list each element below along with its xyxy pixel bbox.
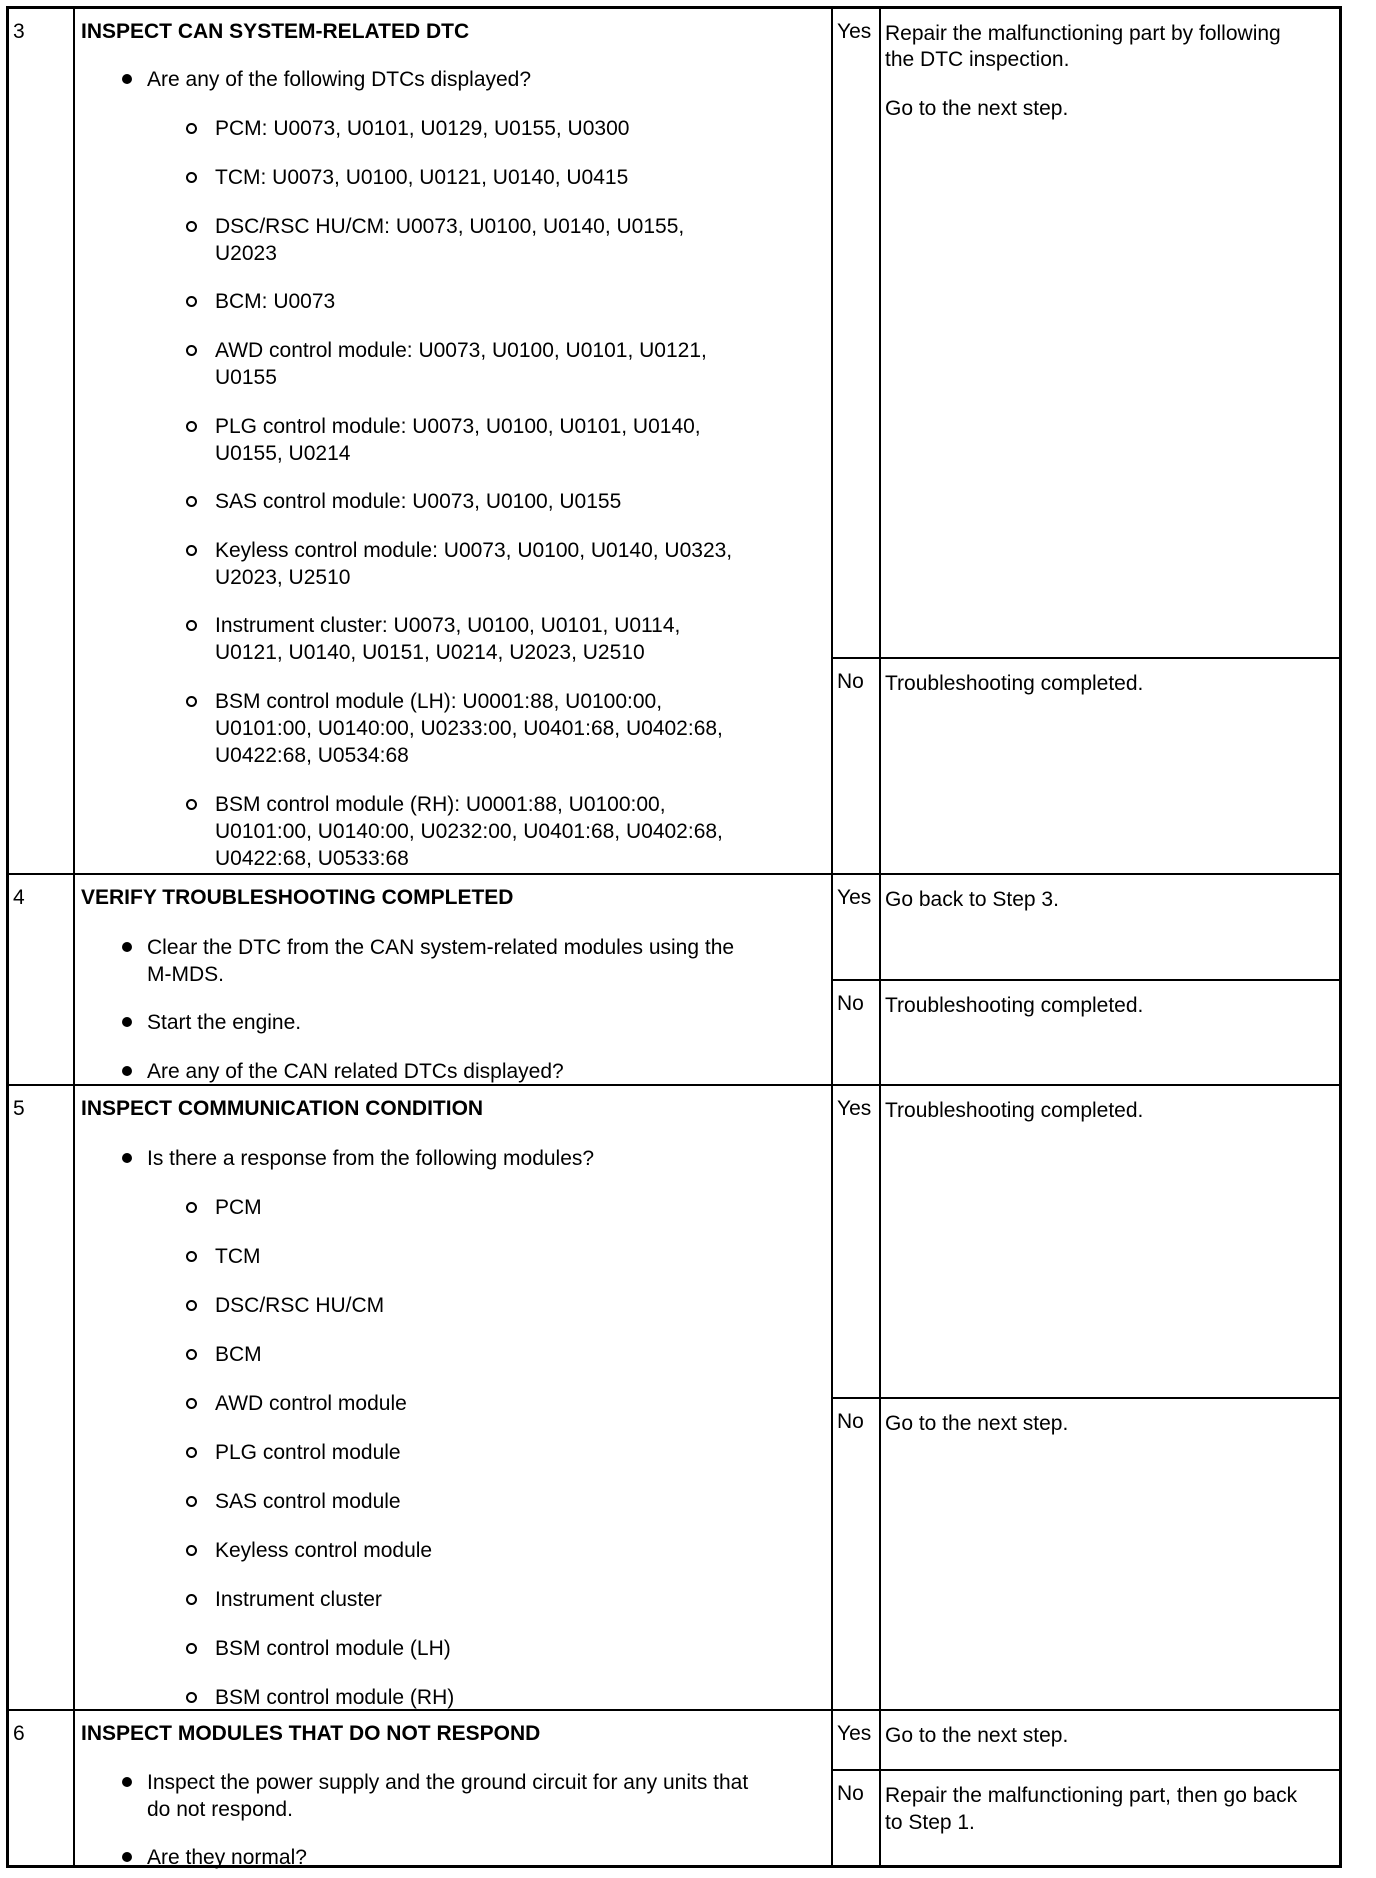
yes-no-divider [831,657,1339,659]
action-bullet: Clear the DTC from the CAN system-related modules using the [147,936,735,959]
dtc-list-item-cont: U0101:00, U0140:00, U0232:00, U0401:68, U0402:68, [215,820,723,843]
dtc-list-item-cont: U2023, U2510 [215,566,351,589]
step-title: INSPECT CAN SYSTEM-RELATED DTC [81,20,470,43]
no-label: No [837,1410,864,1433]
dtc-list-item: BSM control module (RH): U0001:88, U0100:00, [215,793,666,816]
no-label: No [837,670,864,693]
action-bullet-cont: do not respond. [147,1798,293,1821]
yes-result: Troubleshooting completed. [885,1099,1144,1122]
dtc-list-item: Instrument cluster: U0073, U0100, U0101, U0114, [215,614,681,637]
row-divider [9,1709,1339,1711]
dtc-list-item-cont: U2023 [215,242,277,265]
action-bullet: Inspect the power supply and the ground circuit for any units that [147,1771,749,1794]
step-title: INSPECT COMMUNICATION CONDITION [81,1097,484,1120]
action-bullet-cont: M-MDS. [147,963,224,986]
step-title: INSPECT MODULES THAT DO NOT RESPOND [81,1722,541,1745]
module-list-item: PCM [215,1196,262,1219]
question-bullet: Are any of the CAN related DTCs displayed? [147,1060,564,1083]
yes-no-divider [831,979,1339,981]
module-list-item: Instrument cluster [215,1588,382,1611]
dtc-list-item: BCM: U0073 [215,290,336,313]
row-divider [9,873,1339,875]
question-bullet: Are they normal? [147,1846,307,1869]
dtc-list-item: BSM control module (LH): U0001:88, U0100:00, [215,690,663,713]
yes-label: Yes [837,1097,872,1120]
dtc-list-item-cont: U0155 [215,366,277,389]
troubleshooting-table [6,6,1342,1868]
dtc-list-item: DSC/RSC HU/CM: U0073, U0100, U0140, U0155, [215,215,685,238]
no-label: No [837,1782,864,1805]
no-result-line: to Step 1. [885,1811,975,1834]
dtc-list-item: TCM: U0073, U0100, U0121, U0140, U0415 [215,166,629,189]
dtc-list-item-cont: U0121, U0140, U0151, U0214, U2023, U2510 [215,641,645,664]
step-title: VERIFY TROUBLESHOOTING COMPLETED [81,886,514,909]
col-divider-result [879,9,881,1865]
col-divider-step [73,9,75,1865]
yes-result-line: Repair the malfunctioning part by following [885,22,1281,45]
dtc-list-item: SAS control module: U0073, U0100, U0155 [215,490,622,513]
module-list-item: BCM [215,1343,262,1366]
dtc-list-item-cont: U0155, U0214 [215,442,351,465]
yes-no-divider [831,1397,1339,1399]
step-number: 6 [13,1722,25,1745]
no-result: Troubleshooting completed. [885,994,1144,1017]
module-list-item: SAS control module [215,1490,401,1513]
module-list-item: BSM control module (RH) [215,1686,455,1709]
no-label: No [837,992,864,1015]
yes-result: Go back to Step 3. [885,888,1059,911]
step-number: 5 [13,1097,25,1120]
module-list-item: DSC/RSC HU/CM [215,1294,385,1317]
yes-label: Yes [837,1722,872,1745]
step-number: 3 [13,20,25,43]
question-bullet: Are any of the following DTCs displayed? [147,68,532,91]
action-bullet: Start the engine. [147,1011,302,1034]
dtc-list-item: PLG control module: U0073, U0100, U0101, U0140, [215,415,701,438]
no-result: Troubleshooting completed. [885,672,1144,695]
no-result: Go to the next step. [885,1412,1069,1435]
no-result-line: Repair the malfunctioning part, then go back [885,1784,1298,1807]
step-number: 4 [13,886,25,909]
yes-label: Yes [837,886,872,909]
module-list-item: BSM control module (LH) [215,1637,451,1660]
dtc-list-item: AWD control module: U0073, U0100, U0101, U0121, [215,339,707,362]
yes-no-divider [831,1769,1339,1771]
yes-result-line: the DTC inspection. [885,48,1070,71]
yes-result-line: Go to the next step. [885,97,1069,120]
yes-label: Yes [837,20,872,43]
dtc-list-item: PCM: U0073, U0101, U0129, U0155, U0300 [215,117,630,140]
module-list-item: TCM [215,1245,261,1268]
module-list-item: Keyless control module [215,1539,433,1562]
dtc-list-item-cont: U0101:00, U0140:00, U0233:00, U0401:68, U0402:68, [215,717,723,740]
question-bullet: Is there a response from the following modules? [147,1147,595,1170]
dtc-list-item: Keyless control module: U0073, U0100, U0140, U0323, [215,539,733,562]
dtc-list-item-cont: U0422:68, U0533:68 [215,847,409,870]
yes-result: Go to the next step. [885,1724,1069,1747]
module-list-item: AWD control module [215,1392,407,1415]
dtc-list-item-cont: U0422:68, U0534:68 [215,744,409,767]
module-list-item: PLG control module [215,1441,401,1464]
col-divider-action [831,9,833,1865]
